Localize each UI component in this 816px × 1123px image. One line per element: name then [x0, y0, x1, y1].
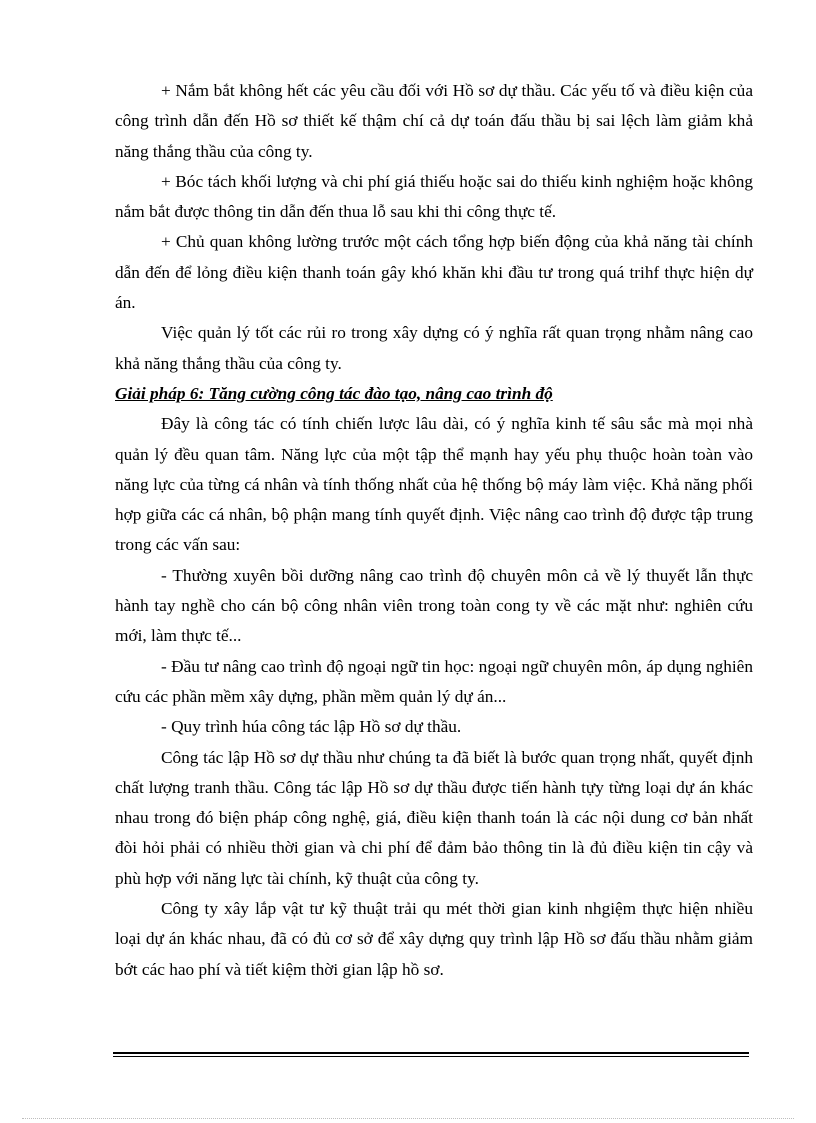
body-paragraph: - Đầu tư nâng cao trình độ ngoại ngữ tin học: ngoại ngữ chuyên môn, áp dụng nghiên cứu các phần mềm xây dựng, phần mềm quản lý dự án... [115, 656, 753, 706]
page-body [115, 76, 753, 985]
page-edge-dotted-line [22, 1118, 794, 1119]
body-paragraph: - Quy trình húa công tác lập Hồ sơ dự thầu. [161, 717, 462, 737]
body-paragraph: + Chủ quan không lường trước một cách tổng hợp biến động của khả năng tài chính dẫn đến để lỏng điều kiện thanh toán gây khó khăn khi đầu tư trong quá trihf thực hiện dự án. [115, 232, 753, 313]
body-paragraph: - Thường xuyên bồi dưỡng nâng cao trình độ chuyên môn cả về lý thuyết lẫn thực hành tay nghề cho cán bộ công nhân viên trong toàn cong ty về các mặt như: nghiên cứu mới, làm thực tế... [115, 565, 753, 646]
body-paragraph: + Nắm bắt không hết các yêu cầu đối với Hồ sơ dự thầu. Các yếu tố và điều kiện của công trình dẫn đến Hồ sơ thiết kế thậm chí cả dự toán đấu thầu bị sai lệch làm giảm khả năng thắng thầu của công ty. [115, 81, 753, 161]
body-paragraph: Việc quản lý tốt các rủi ro trong xây dựng có ý nghĩa rất quan trọng nhằm nâng cao khả năng thắng thầu của công ty. [115, 323, 753, 373]
body-paragraph: Công ty xây lắp vật tư kỹ thuật trải qu mét thời gian kinh nhgiệm thực hiện nhiều loại dự án khác nhau, đã có đủ cơ sở để xây dựng quy trình lập Hồ sơ đấu thầu nhằm giảm bớt các hao phí và tiết kiệm thời gian lập hồ sơ. [115, 899, 753, 979]
body-paragraph: + Bóc tách khối lượng và chi phí giá thiếu hoặc sai do thiếu kinh nghiệm hoặc không nắm bắt được thông tin dẫn đến thua lỗ sau khi thi công thực tế. [115, 171, 753, 222]
body-paragraph: Công tác lập Hồ sơ dự thầu như chúng ta đã biết là bước quan trọng nhất, quyết định chất lượng tranh thầu. Công tác lập Hồ sơ dự thầu được tiến hành tựy từng loại dự án khác nhau trong đó biện pháp công nghệ, giá, điều kiện thanh toán là các nội dung cơ bản nhất đòi hỏi phải có nhiều thời gian và chi phí để đảm bảo thông tin là đủ điều kiện tin cậy và phù hợp với năng lực tài chính, kỹ thuật của công ty. [115, 747, 753, 888]
section-heading: Giải pháp 6: Tăng cường công tác đào tạo, nâng cao trình độ [115, 383, 553, 403]
body-paragraph: Đây là công tác có tính chiến lược lâu dài, có ý nghĩa kinh tế sâu sắc mà mọi nhà quản lý đều quan tâm. Năng lực của một tập thể mạnh hay yếu phụ thuộc hoàn toàn vào năng lực của từng cá nhân và tính thống nhất của hệ thống bộ máy làm việc. Khả năng phối hợp giữa các cá nhân, bộ phận mang tính quyết định. Việc nâng cao trình độ được tập trung trong các vấn sau: [115, 414, 753, 555]
footer-double-rule [113, 1052, 749, 1057]
